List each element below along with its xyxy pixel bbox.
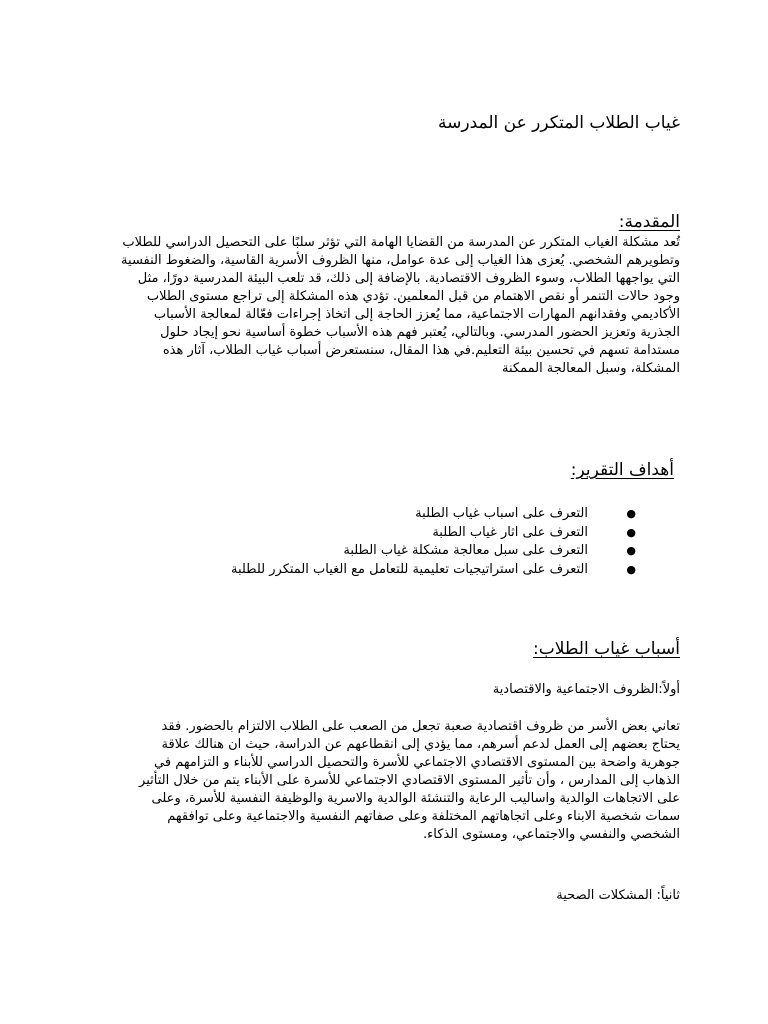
causes-heading: أسباب غياب الطلاب:: [532, 639, 680, 659]
goal-item-text: التعرف على اسباب غياب الطلبة: [415, 506, 588, 521]
goal-item: [231, 524, 636, 543]
causes-line: سمات شخصية الابناء وعلى اتجاهاتهم المختلفة وعلى صفاتهم النفسية والاجتماعية وعلى توافقهم: [167, 809, 680, 824]
bullet-icon: ●: [626, 525, 636, 539]
intro-line: وتطويرهم الشخصي. يُعزى هذا الغياب إلى عدة عوامل، منها الظروف الأسرية القاسية، والضغوط النفسية: [121, 253, 680, 268]
causes-line: جوهرية واضحة بين المستوى الاقتصادي الاجتماعي للأسرة والتحصيل الدراسي للأبناء و التزامهم في: [154, 755, 680, 770]
goal-item: [230, 561, 636, 580]
intro-line: الجذرية وتعزيز الحضور المدرسي. وبالتالي، يُعتبر فهم هذه الأسباب خطوة أساسية نحو إيجاد حلول: [160, 325, 680, 340]
intro-heading: المقدمة:: [618, 212, 680, 232]
goal-item: [231, 542, 636, 561]
goal-item-text: التعرف على سبل معالجة مشكلة غياب الطلبة: [343, 543, 588, 558]
causes-line: الشخصي والنفسي والاجتماعي، ومستوى الذكاء.: [423, 827, 680, 842]
bullet-icon: ●: [626, 507, 636, 520]
bullet-icon: ●: [626, 562, 636, 576]
document-title: غياب الطلاب المتكرر عن المدرسة: [438, 113, 680, 133]
intro-line: التي يواجهها الطلاب، وسوء الظروف الاقتصادية. بالإضافة إلى ذلك، قد تلعب البيئة المدرسية دورًا، مثل: [137, 271, 680, 286]
goals-heading: أهداف التقرير:: [570, 460, 674, 480]
goal-item: [231, 505, 636, 524]
causes-line: على الاتجاهات الوالدية واساليب الرعاية والتنشئة الوالدية والاسرية والوظيفة النفسية للأسرة، وعلى: [151, 791, 680, 806]
intro-line: تُعد مشكلة الغياب المتكرر عن المدرسة من القضايا الهامة التي تؤثر سلبًا على التحصيل الدراسي للطلاب: [122, 235, 680, 250]
causes-line: الذهاب إلى المدارس ، وأن تأثير المستوى الاقتصادي الاجتماعي للأسرة على الأبناء يتم من خلال التأثير: [139, 773, 680, 788]
intro-line: مستدامة تسهم في تحسين بيئة التعليم.في هذا المقال، سنستعرض أسباب غياب الطلاب، آثار هذه: [162, 343, 680, 358]
intro-line: وجود حالات التنمر أو نقص الاهتمام من قبل المعلمين. تؤدي هذه المشكلة إلى تراجع مستوى الطلاب: [146, 289, 680, 304]
goals-list: [230, 505, 636, 579]
intro-paragraph: [88, 234, 680, 378]
goal-item-text: التعرف على استراتيجيات تعليمية للتعامل مع الغياب المتكرر للطلبة: [230, 561, 588, 577]
causes-paragraph: [88, 718, 680, 844]
goal-item-text: التعرف على اثار غياب الطلبة: [432, 524, 588, 540]
causes-subheading-health: ثانياً: المشكلات الصحية: [556, 888, 680, 903]
intro-line: المشكلة، وسبل المعالجة الممكنة: [502, 361, 680, 376]
bullet-icon: ●: [626, 544, 636, 557]
causes-line: تعاني بعض الأسر من ظروف اقتصادية صعبة تجعل من الصعب على الطلاب الالتزام بالحضور. فقد: [161, 719, 680, 734]
causes-line: يحتاج بعضهم إلى العمل لدعم أسرهم، مما يؤدي إلى انقطاعهم عن الدراسة، حيث ان هنالك علاقة: [161, 737, 680, 752]
causes-subheading-social-economic: أولاً:الظروف الاجتماعية والاقتصادية: [492, 682, 680, 697]
intro-line: الأكاديمي وفقدانهم المهارات الاجتماعية، مما يُعزز الحاجة إلى اتخاذ إجراءات فعّالة لمعالجة الأسباب: [153, 307, 680, 322]
